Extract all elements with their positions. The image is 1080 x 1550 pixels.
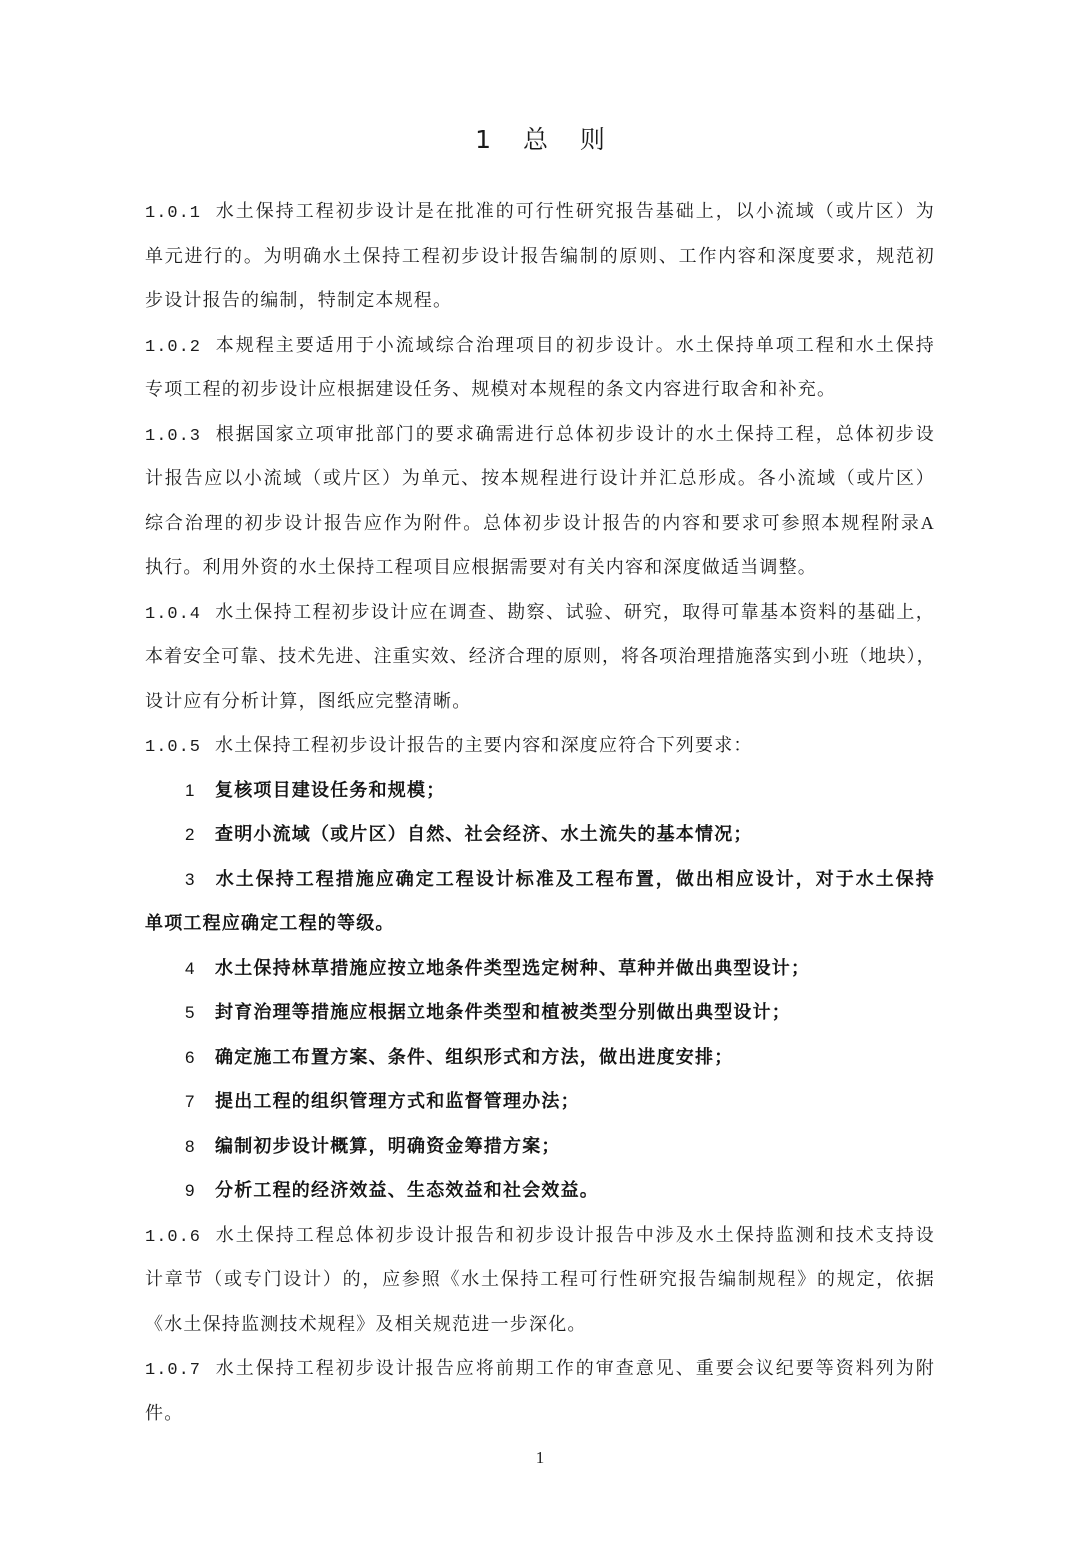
list-item-text: 封育治理等措施应根据立地条件类型和植被类型分别做出典型设计； — [215, 1002, 791, 1022]
chapter-title: 1 总 则 — [475, 125, 605, 154]
clause-text: 水土保持工程总体初步设计报告和初步设计报告中涉及水土保持监测和技术支持设 — [215, 1224, 935, 1245]
clause-number: 1.0.2 — [145, 337, 202, 357]
clause-text: 水土保持工程初步设计应在调查、勘察、试验、研究，取得可靠基本资料的基础上， — [215, 601, 935, 622]
list-item-number: 4 — [185, 958, 195, 978]
clause-1-0-7 — [145, 1346, 935, 1435]
list-item-text: 分析工程的经济效益、生态效益和社会效益。 — [215, 1180, 599, 1200]
clause-line — [145, 1346, 935, 1391]
list-item-text: 提出工程的组织管理方式和监督管理办法； — [215, 1091, 580, 1111]
clause-line — [145, 590, 935, 635]
clause-number: 1.0.1 — [145, 204, 202, 223]
clause-line: 计章节（或专门设计）的，应参照《水土保持工程可行性研究报告编制规程》的规定，依据 — [145, 1269, 935, 1289]
list-item — [145, 1079, 935, 1124]
list-item — [145, 946, 935, 991]
list-item-number: 2 — [185, 825, 195, 844]
clause-line — [145, 412, 935, 457]
list-item-number: 8 — [185, 1136, 195, 1156]
clause-line: 计报告应以小流域（或片区）为单元、按本规程进行设计并汇总形成。各小流域（或片区） — [145, 468, 935, 488]
list-item-text: 水土保持林草措施应按立地条件类型选定树种、草种并做出典型设计； — [215, 957, 811, 978]
list-item — [145, 1168, 935, 1213]
clause-1-0-1 — [145, 189, 935, 323]
clause-number: 1.0.4 — [145, 604, 202, 624]
clause-line — [145, 189, 935, 234]
list-item-number: 1 — [185, 780, 195, 800]
clause-number: 1.0.7 — [145, 1361, 202, 1380]
document-body — [145, 189, 935, 1435]
clause-1-0-4 — [145, 590, 935, 724]
clause-text: 水土保持工程初步设计是在批准的可行性研究报告基础上，以小流域（或片区）为 — [215, 201, 935, 221]
list-item — [145, 857, 935, 902]
clause-line: 单元进行的。为明确水土保持工程初步设计报告编制的原则、工作内容和深度要求，规范初 — [145, 245, 935, 266]
list-item — [145, 990, 935, 1035]
clause-1-0-5 — [145, 723, 935, 1213]
clause-line: 专项工程的初步设计应根据建设任务、规模对本规程的条文内容进行取舍和补充。 — [145, 379, 837, 399]
clause-line: 本着安全可靠、技术先进、注重实效、经济合理的原则，将各项治理措施落实到小班（地块）， — [145, 646, 935, 666]
clause-line: 《水土保持监测技术规程》及相关规范进一步深化。 — [145, 1313, 587, 1334]
clause-text: 水土保持工程初步设计报告的主要内容和深度应符合下列要求： — [215, 735, 753, 755]
list-item — [145, 768, 935, 813]
list-item-number: 6 — [185, 1047, 195, 1067]
list-item-number: 7 — [185, 1092, 195, 1111]
clause-number: 1.0.6 — [145, 1227, 202, 1247]
clause-1-0-2 — [145, 323, 935, 412]
clause-text: 水土保持工程初步设计报告应将前期工作的审查意见、重要会议纪要等资料列为附 — [215, 1358, 935, 1378]
list-item-text: 查明小流域（或片区）自然、社会经济、水土流失的基本情况； — [215, 824, 753, 844]
list-item — [145, 812, 935, 857]
list-item-number: 5 — [185, 1003, 195, 1022]
clause-number: 1.0.3 — [145, 426, 202, 446]
clause-line: 步设计报告的编制，特制定本规程。 — [145, 290, 453, 310]
clause-1-0-6 — [145, 1213, 935, 1347]
list-item-text: 编制初步设计概算，明确资金筹措方案； — [215, 1135, 561, 1156]
list-item-text: 水土保持工程措施应确定工程设计标准及工程布置，做出相应设计，对于水土保持 — [215, 868, 935, 889]
clause-line: 件。 — [145, 1402, 184, 1423]
clause-number: 1.0.5 — [145, 738, 202, 757]
clause-text: 根据国家立项审批部门的要求确需进行总体初步设计的水土保持工程，总体初步设 — [215, 423, 935, 444]
list-item-number: 9 — [185, 1181, 195, 1200]
clause-line: 执行。利用外资的水土保持工程项目应根据需要对有关内容和深度做适当调整。 — [145, 557, 817, 577]
clause-line: 综合治理的初步设计报告应作为附件。总体初步设计报告的内容和要求可参照本规程附录A — [145, 512, 935, 533]
list-item — [145, 1124, 935, 1169]
list-item-text: 复核项目建设任务和规模； — [215, 779, 446, 800]
list-item — [145, 1035, 935, 1080]
clause-line — [145, 723, 935, 768]
clause-text: 本规程主要适用于小流域综合治理项目的初步设计。水土保持单项工程和水土保持 — [215, 334, 935, 355]
clause-line — [145, 1213, 935, 1258]
clause-line — [145, 323, 935, 368]
list-item-number: 3 — [185, 869, 195, 889]
list-item-text: 确定施工布置方案、条件、组织形式和方法，做出进度安排； — [215, 1046, 734, 1067]
list-item-continuation: 单项工程应确定工程的等级。 — [145, 913, 395, 933]
page-number: 1 — [535, 1448, 545, 1467]
clause-line: 设计应有分析计算，图纸应完整清晰。 — [145, 690, 472, 711]
clause-1-0-3 — [145, 412, 935, 590]
